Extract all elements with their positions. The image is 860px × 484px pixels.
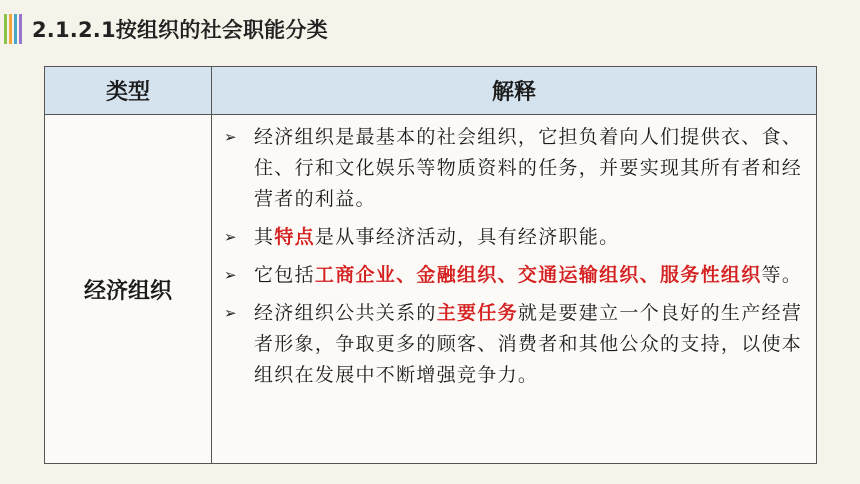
title-bar [4, 14, 328, 44]
arrow-bullet-icon: ➢ [224, 266, 237, 284]
bullet-item [224, 260, 806, 291]
table-header-row [45, 67, 816, 115]
highlight-text: 主要任务 [436, 302, 518, 324]
accent-stripe [19, 14, 22, 44]
row-type-cell: 经济组织 [45, 115, 212, 464]
accent-stripe [9, 14, 12, 44]
plain-text: 它包括 [254, 264, 315, 286]
arrow-bullet-icon: ➢ [224, 304, 237, 322]
page-title: 2.1.2.1按组织的社会职能分类 [32, 18, 328, 42]
row-explanation-cell [212, 115, 816, 464]
table-row [45, 115, 816, 464]
bullet-text [254, 260, 806, 291]
highlight-text: 特点 [274, 226, 315, 248]
accent-stripe [14, 14, 17, 44]
title-accent-stripes [4, 14, 22, 44]
plain-text: 就是要建立一个良好的生产经营者形象，争取更多的顾客、消费者和其他公众的支持，以使本组织在发展中不断增强竞争力。 [254, 302, 803, 386]
plain-text: 经济组织公共关系的 [254, 302, 437, 324]
bullet-item [224, 222, 806, 253]
accent-stripe [4, 14, 7, 44]
plain-text: 其 [254, 226, 275, 248]
header-explanation: 解释 [491, 80, 536, 105]
bullet-text [254, 222, 806, 253]
bullet-item [224, 298, 806, 391]
bullet-text [254, 122, 806, 215]
bullet-text [254, 298, 806, 391]
plain-text: 是从事经济活动，具有经济职能。 [314, 226, 620, 248]
plain-text: 经济组织是最基本的社会组织，它担负着向人们提供衣、食、住、行和文化娱乐等物质资料的任务，并要实现其所有者和经营者的利益。 [254, 126, 803, 210]
arrow-bullet-icon: ➢ [224, 128, 237, 146]
classification-table [44, 66, 817, 464]
plain-text: 等。 [761, 264, 803, 286]
bullet-item [224, 122, 806, 215]
header-type: 类型 [45, 67, 212, 114]
highlight-text: 工商企业、金融组织、交通运输组织、服务性组织 [314, 264, 762, 286]
arrow-bullet-icon: ➢ [224, 228, 237, 246]
